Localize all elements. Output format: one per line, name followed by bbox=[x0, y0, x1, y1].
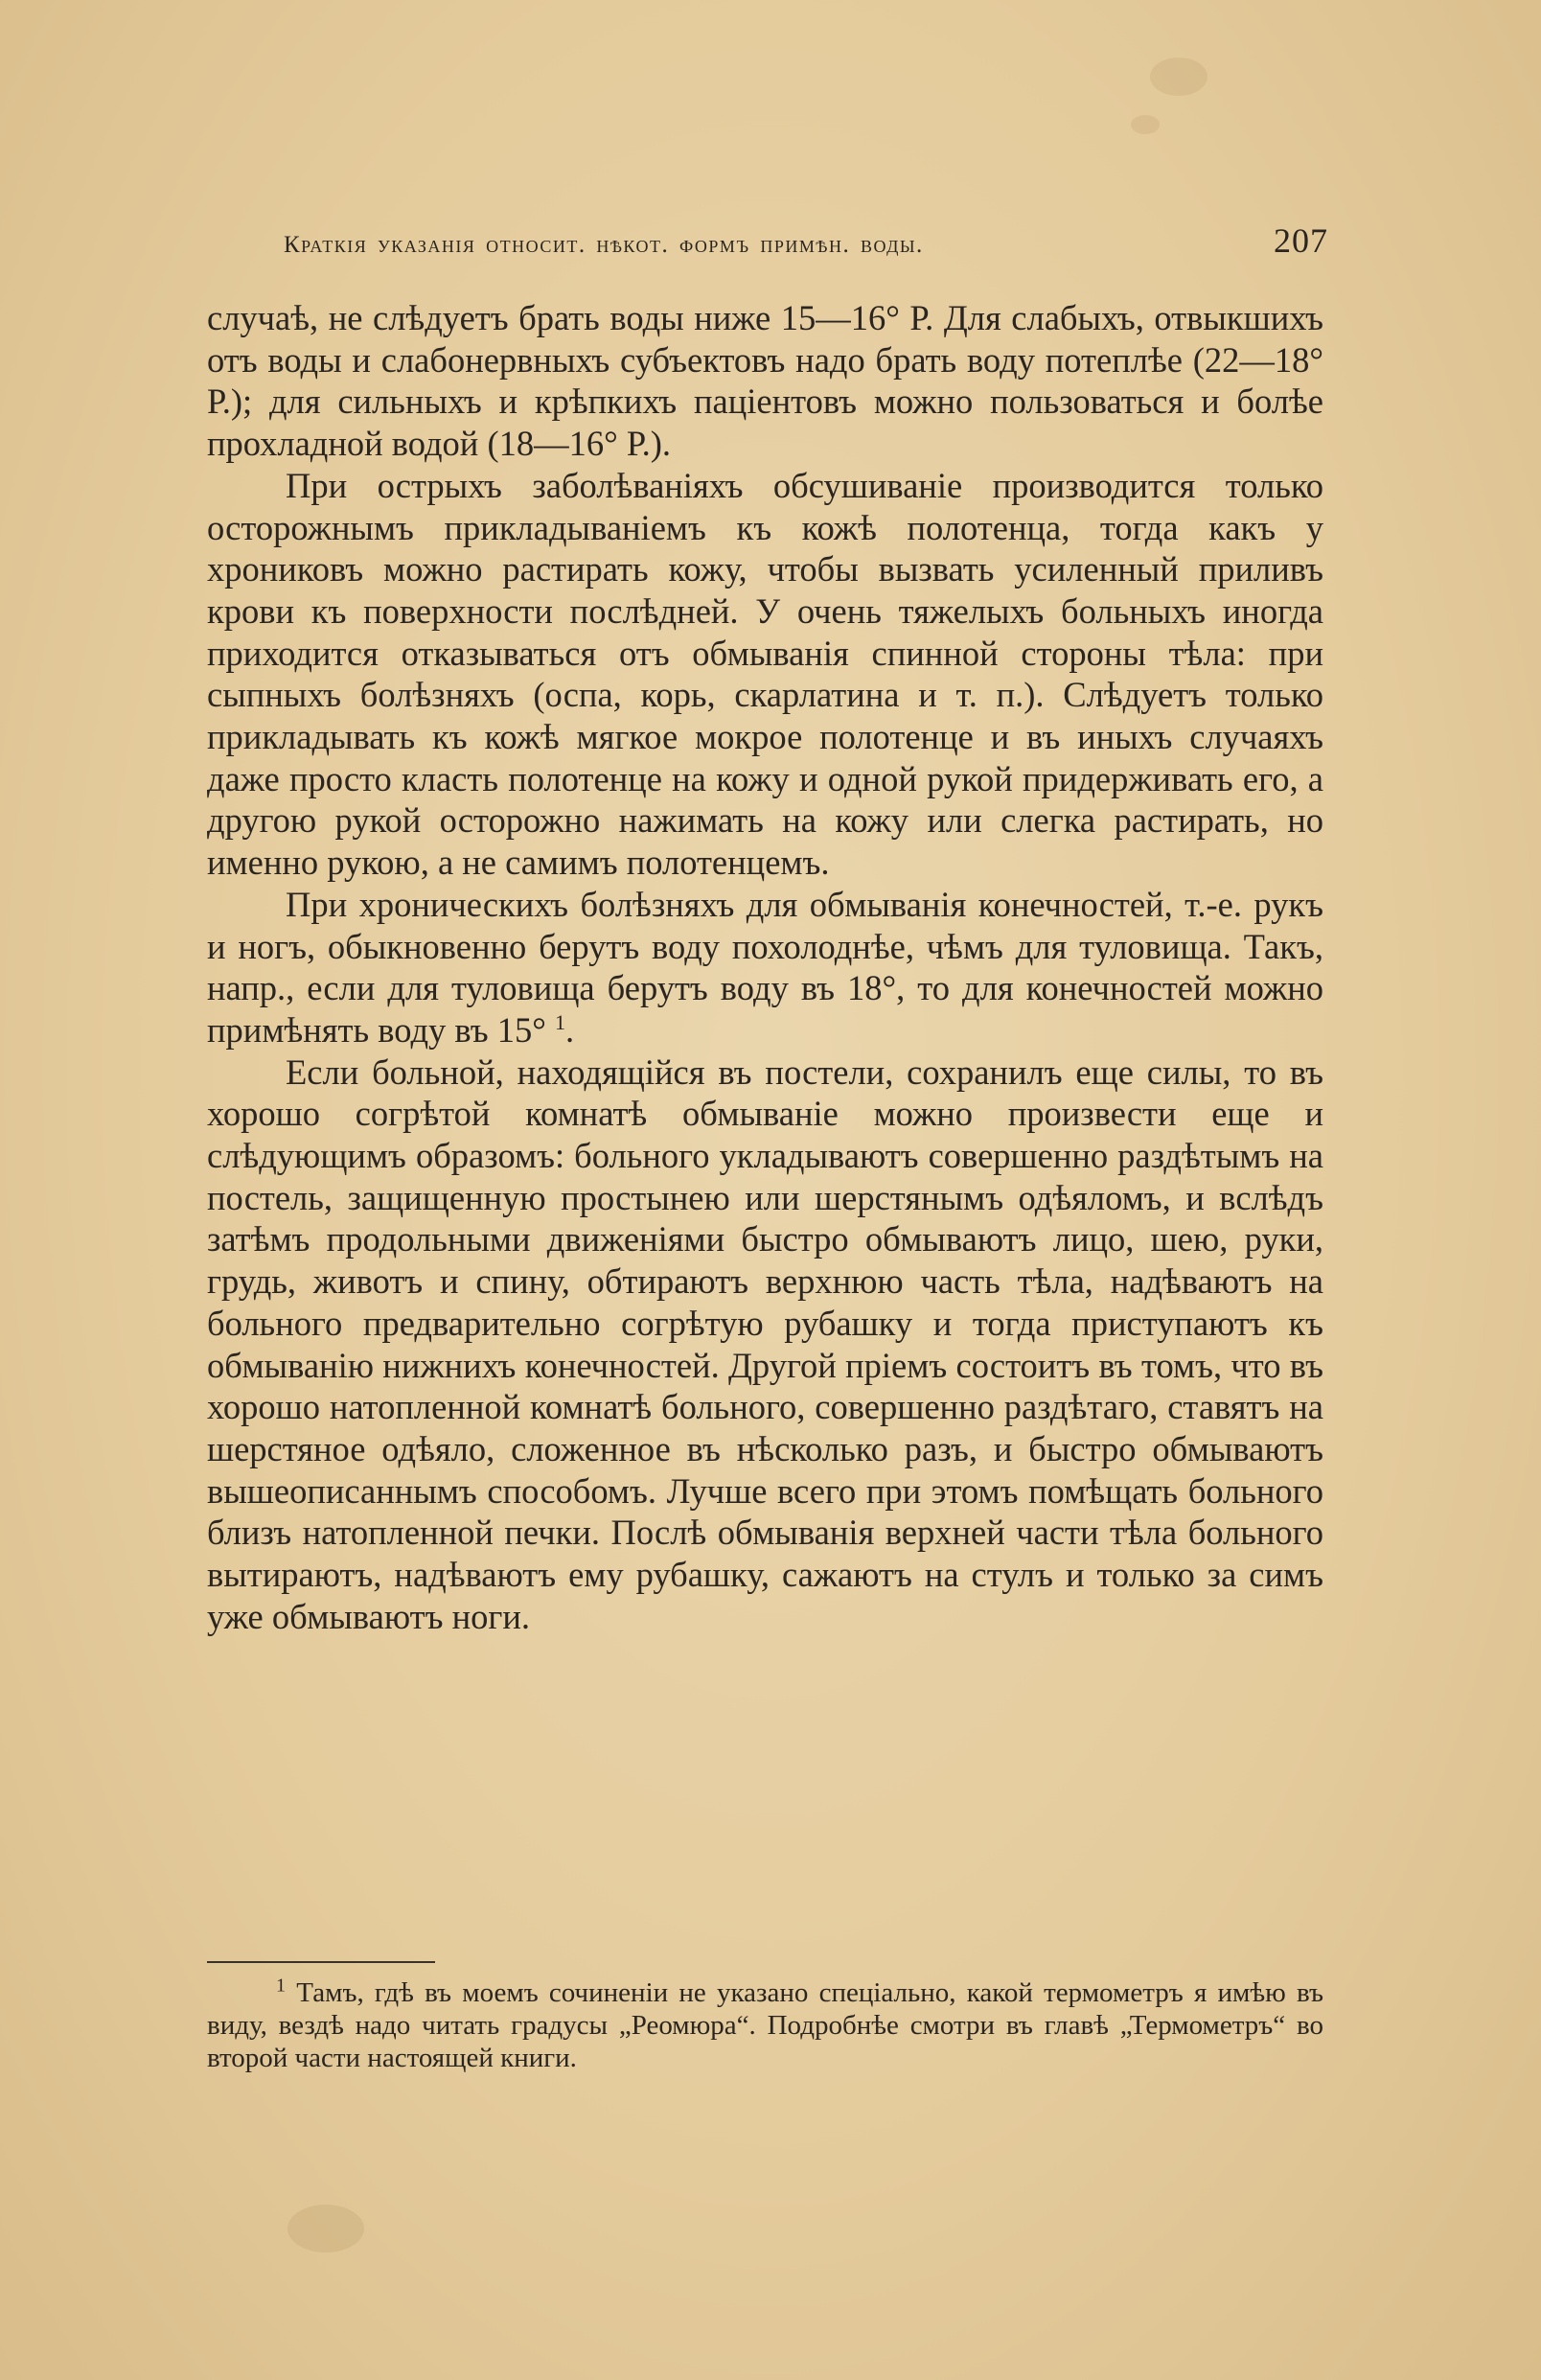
paper-stain bbox=[1131, 115, 1160, 134]
footnote-rule bbox=[207, 1961, 435, 1963]
paragraph: При острыхъ заболѣваніяхъ обсушиваніе производится только осторожнымъ прикладываніемъ къ кожѣ полотенца, тогда какъ у хрониковъ можно растирать кожу, чтобы вызвать усиленный приливъ крови къ поверхности послѣдней. У очень тяжелыхъ больныхъ иногда приходится отказываться отъ обмыванія спинной стороны тѣла: при сыпныхъ болѣзняхъ (оспа, корь, скарлатина и т. п.). Слѣдуетъ только прикладывать къ кожѣ мягкое мокрое полотенце и въ иныхъ случаяхъ даже просто класть полотенце на кожу и одной рукой придерживать его, а другою рукой осторожно нажимать на кожу или слегка растирать, но именно рукою, а не самимъ полотенцемъ. bbox=[207, 465, 1323, 883]
footnote-reference: 1 bbox=[554, 1009, 565, 1034]
footnote bbox=[207, 1976, 1323, 2074]
footnote-marker: 1 bbox=[276, 1975, 286, 1997]
body-text bbox=[207, 297, 1323, 1638]
running-head-title: Краткія указанія относит. нѣкот. формъ примѣн. воды. bbox=[284, 232, 924, 258]
paragraph: Если больной, находящійся въ постели, сохранилъ еще силы, то въ хорошо согрѣтой комнатѣ обмываніе можно произвести еще и слѣдующимъ образомъ: больного укладываютъ совершенно раздѣтымъ на постель, защищенную простынею или шерстянымъ одѣяломъ, и вслѣдъ затѣмъ продольными движеніями быстро обмываютъ лицо, шею, руки, грудь, животъ и спину, обтираютъ верхнюю часть тѣла, надѣваютъ на больного предварительно согрѣтую рубашку и тогда приступаютъ къ обмыванію нижнихъ конечностей. Другой пріемъ состоитъ въ томъ, что въ хорошо натопленной комнатѣ больного, совершенно раздѣтаго, ставятъ на шерстяное одѣяло, сложенное въ нѣсколько разъ, и быстро обмываютъ вышеописаннымъ способомъ. Лучше всего при этомъ помѣщать больного близъ натопленной печки. Послѣ обмыванія верхней части тѣла больного вытираютъ, надѣваютъ ему рубашку, сажаютъ на стулъ и только за симъ уже обмываютъ ноги. bbox=[207, 1051, 1323, 1636]
footnote-text: Тамъ, гдѣ въ моемъ сочиненіи не указано спеціально, какой термометръ я имѣю въ виду, вездѣ надо читать градусы „Реомюра“. Подробнѣе смотри въ главѣ „Термометръ“ во второй части настоящей книги. bbox=[207, 1977, 1324, 2073]
running-head bbox=[284, 220, 1328, 268]
paragraph: случаѣ, не слѣдуетъ брать воды ниже 15—16° Р. Для слабыхъ, отвыкшихъ отъ воды и слабонервныхъ субъектовъ надо брать воду потеплѣе (22—18° Р.); для сильныхъ и крѣпкихъ паціентовъ можно пользоваться и болѣе прохладной водой (18—16° Р.). bbox=[207, 298, 1323, 464]
page-number: 207 bbox=[1274, 221, 1328, 260]
paragraph-text: При хроническихъ болѣзняхъ для обмыванія конечностей, т.-е. рукъ и ногъ, обыкновенно берутъ воду похолоднѣе, чѣмъ для туловища. Такъ, напр., если для туловища берутъ воду въ 18°, то для конечностей можно примѣнять воду въ 15° bbox=[207, 884, 1323, 1050]
paragraph: При хроническихъ болѣзняхъ для обмыванія конечностей, т.-е. рукъ и ногъ, обыкновенно берутъ воду похолоднѣе, чѣмъ для туловища. Такъ, напр., если для туловища берутъ воду въ 18°, то для конечностей можно примѣнять воду въ 15° $^1$. bbox=[207, 884, 1323, 1050]
paper-stain bbox=[1150, 58, 1208, 96]
paper-stain bbox=[288, 2205, 364, 2253]
